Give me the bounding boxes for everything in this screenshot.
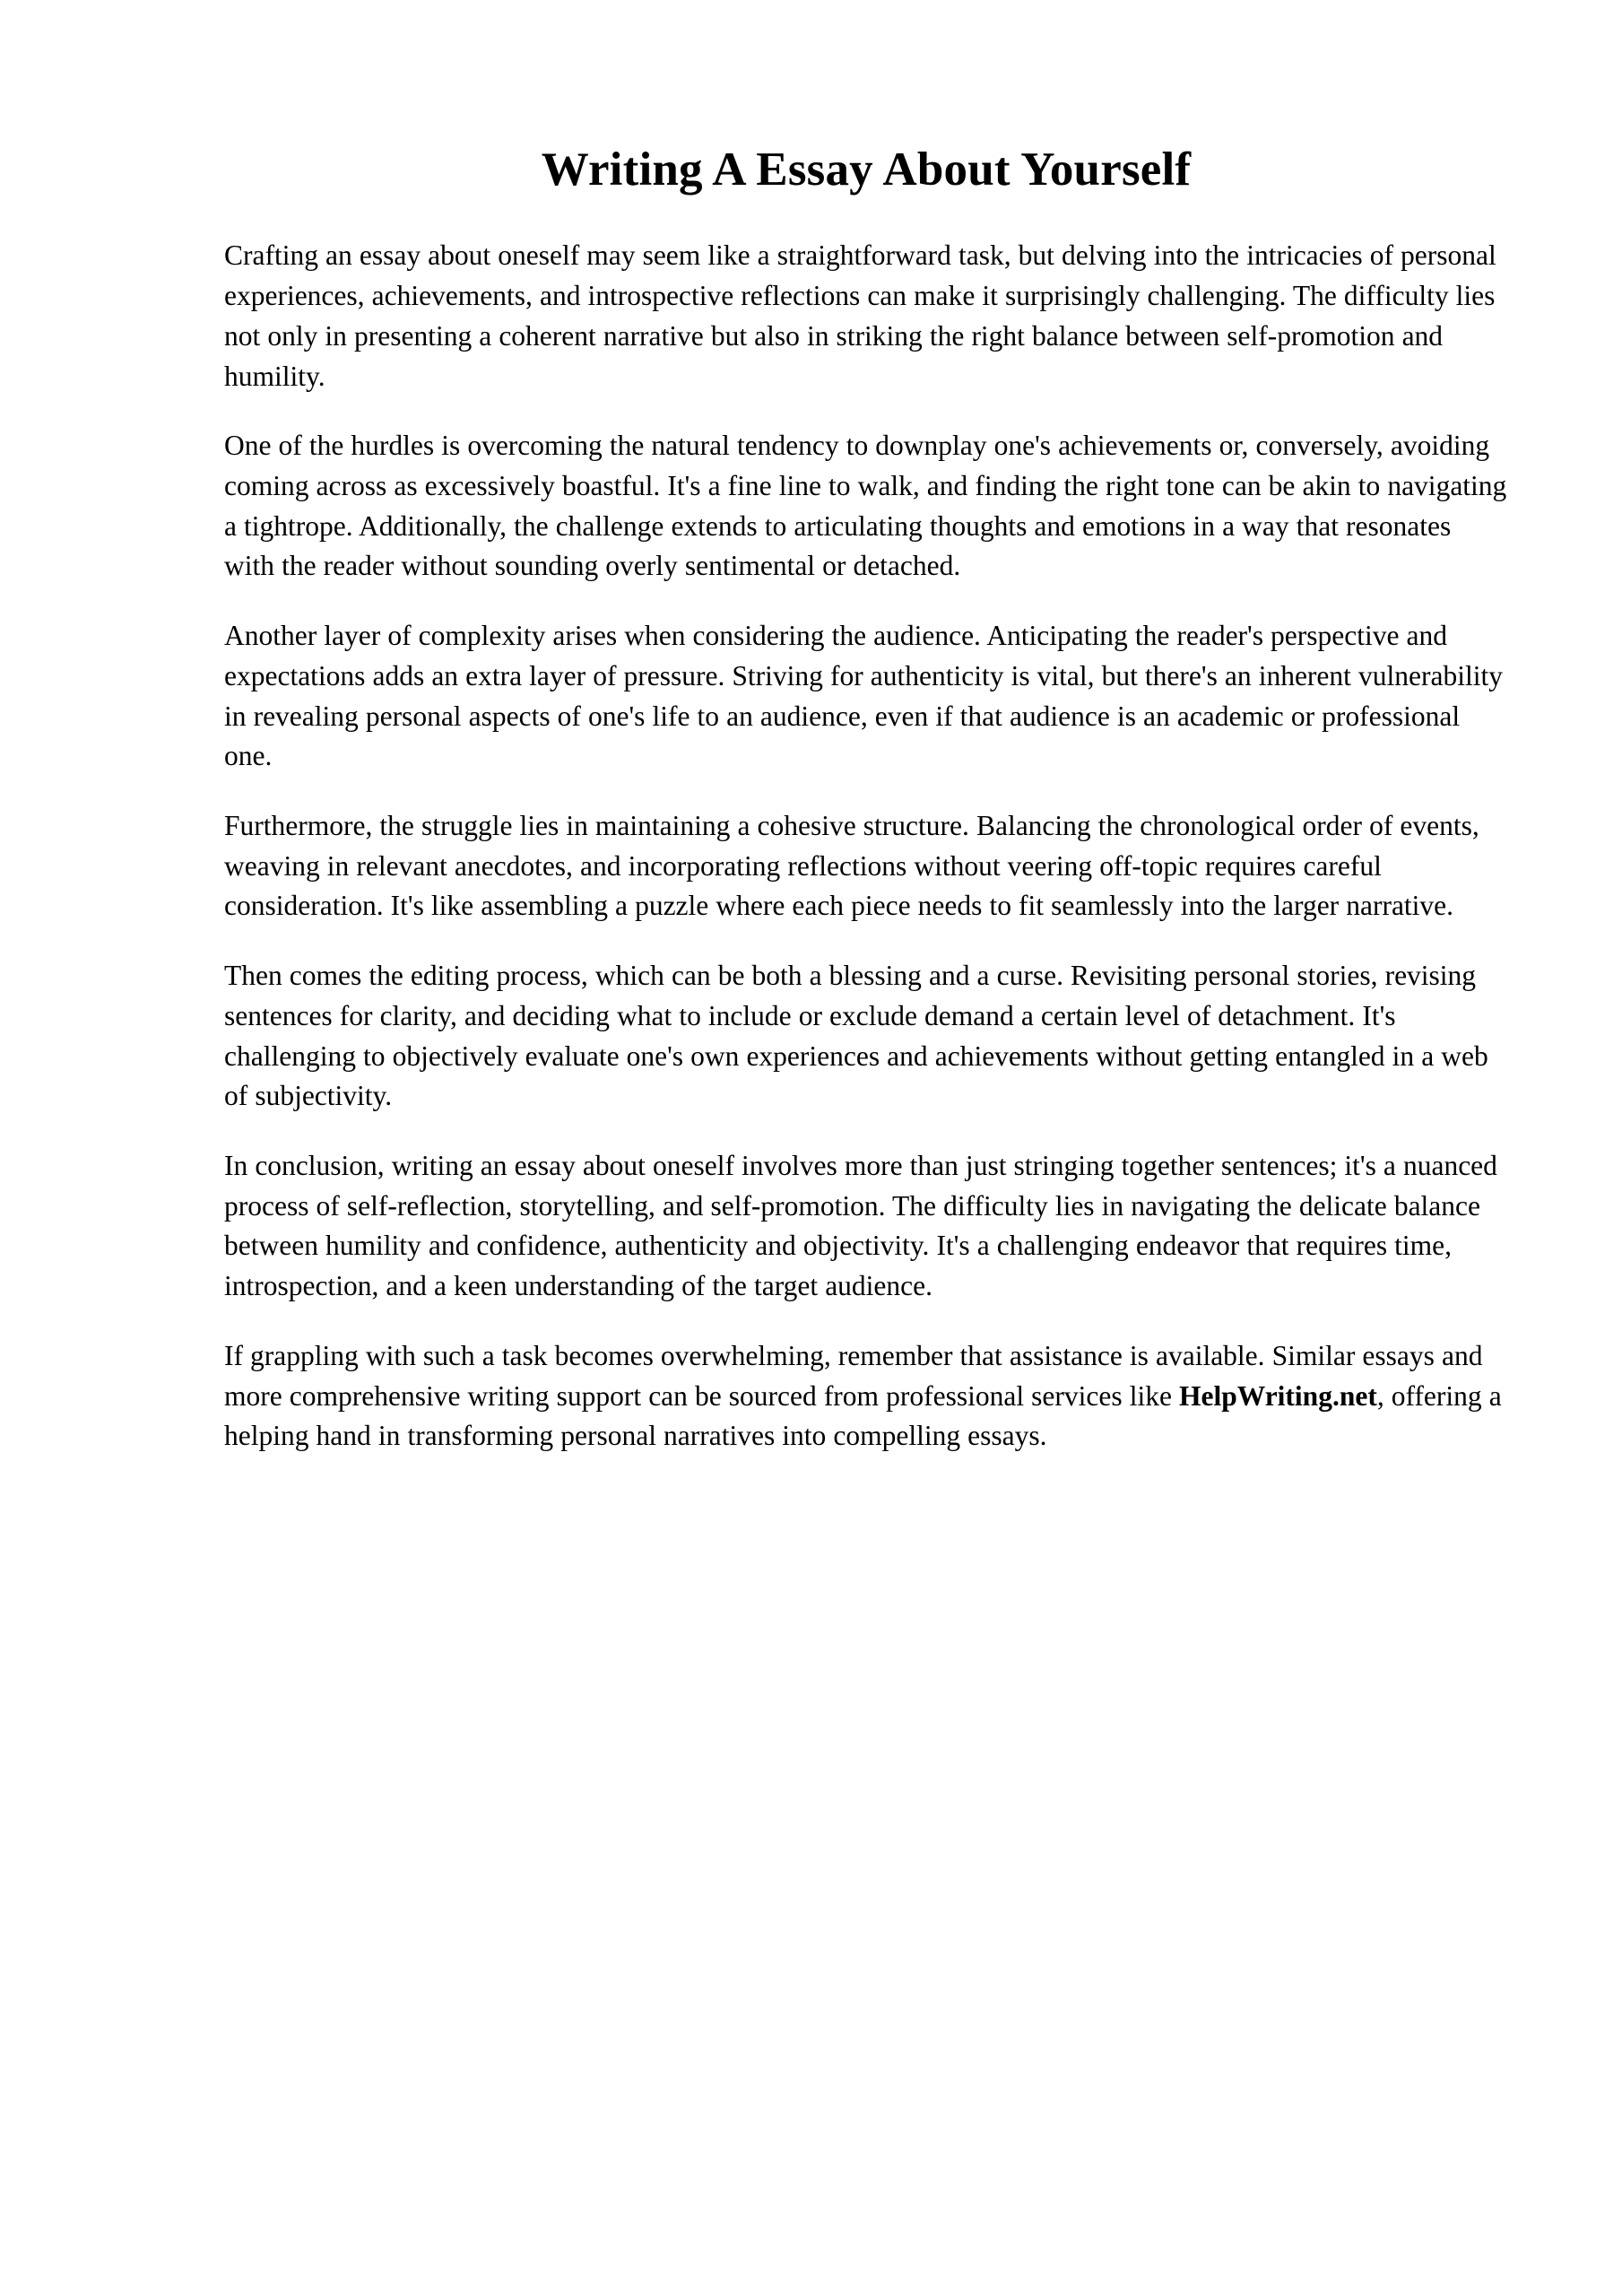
paragraph-2: One of the hurdles is overcoming the natural tendency to downplay one's achievements or, conversely, avoiding coming across as excessively boastful. It's a fine line to walk, and finding the right tone can be akin to navigating a tightrope. Additionally, the challenge extends to articulating thoughts and emotions in a way that resonates with the reader without sounding overly sentimental or detached. — [224, 430, 1507, 582]
paragraph-5: Then comes the editing process, which can be both a blessing and a curse. Revisiting personal stories, revising sentences for clarity, and deciding what to include or exclude demand a certain level of detachment. It's challenging to objectively evaluate one's own experiences and achievements without getting entangled in a web of subjectivity. — [224, 960, 1488, 1112]
document-body — [224, 144, 1508, 1457]
page-title: Writing A Essay About Yourself — [541, 144, 1192, 196]
final-paragraph-lead: If grappling with such a task becomes overwhelming, remember that assistance is available. Similar essays and more comprehensive writing support can be sourced from professional services like — [224, 1339, 1483, 1412]
helpwriting-brand-text: HelpWriting.net — [1179, 1379, 1377, 1412]
paragraph-7 — [224, 1336, 1508, 1457]
final-paragraph-tail: , offering a helping hand in transforming personal narratives into compelling essays. — [224, 1379, 1502, 1452]
paragraph-4: Furthermore, the struggle lies in maintaining a cohesive structure. Balancing the chronological order of events, weaving in relevant anecdotes, and incorporating reflections without veering off-topic requires careful consideration. It's like assembling a puzzle where each piece needs to fit seamlessly into the larger narrative. — [224, 809, 1479, 922]
paragraph-1: Crafting an essay about oneself may seem like a straightforward task, but delving into the intricacies of personal experiences, achievements, and introspective reflections can make it surprisingly challenging. The difficulty lies not only in presenting a coherent narrative but also in striking the right balance between self-promotion and humility. — [224, 239, 1496, 392]
paragraph-3: Another layer of complexity arises when considering the audience. Anticipating the reader's perspective and expectations adds an extra layer of pressure. Striving for authenticity is vital, but there's an inherent vulnerability in revealing personal aspects of one's life to an audience, even if that audience is an academic or professional one. — [224, 620, 1503, 772]
paragraph-6: In conclusion, writing an essay about oneself involves more than just stringing together sentences; it's a nuanced process of self-reflection, storytelling, and self-promotion. The difficulty lies in navigating the delicate balance between humility and confidence, authenticity and objectivity. It's a challenging endeavor that requires time, introspection, and a keen understanding of the target audience. — [224, 1150, 1497, 1302]
